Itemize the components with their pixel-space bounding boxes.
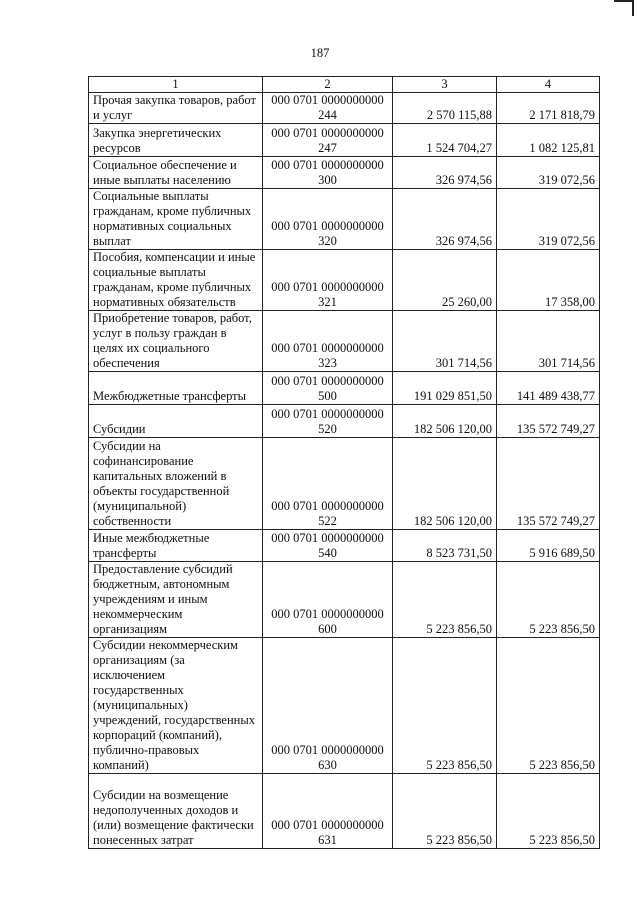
row-value-col4: 319 072,56 [497, 189, 600, 250]
row-value-col4: 5 223 856,50 [497, 774, 600, 849]
row-name: Социальные выплаты гражданам, кроме публичных нормативных социальных выплат [89, 189, 263, 250]
row-value-col4: 135 572 749,27 [497, 405, 600, 438]
row-value-col3: 326 974,56 [393, 189, 497, 250]
row-value-col4: 135 572 749,27 [497, 438, 600, 530]
row-value-col3: 5 223 856,50 [393, 562, 497, 638]
row-code: 000 0701 0000000000 244 [263, 93, 393, 124]
row-value-col4: 5 916 689,50 [497, 530, 600, 562]
page-number: 187 [310, 46, 330, 60]
table-row [89, 638, 600, 774]
row-value-col3: 301 714,56 [393, 311, 497, 372]
row-code: 000 0701 0000000000 300 [263, 157, 393, 189]
row-code: 000 0701 0000000000 500 [263, 372, 393, 405]
table-row [89, 250, 600, 311]
row-value-col4: 301 714,56 [497, 311, 600, 372]
table-row [89, 530, 600, 562]
row-code: 000 0701 0000000000 247 [263, 124, 393, 157]
budget-table [88, 76, 600, 849]
header-row [89, 77, 600, 93]
row-value-col3: 5 223 856,50 [393, 774, 497, 849]
row-code: 000 0701 0000000000 321 [263, 250, 393, 311]
row-value-col4: 5 223 856,50 [497, 638, 600, 774]
column-header: 4 [497, 77, 600, 93]
row-value-col3: 182 506 120,00 [393, 405, 497, 438]
row-name: Межбюджетные трансферты [89, 372, 263, 405]
corner-crop-mark [614, 0, 634, 16]
table-row [89, 405, 600, 438]
row-code: 000 0701 0000000000 522 [263, 438, 393, 530]
table-row [89, 774, 600, 849]
row-code: 000 0701 0000000000 323 [263, 311, 393, 372]
row-name: Субсидии [89, 405, 263, 438]
row-value-col3: 5 223 856,50 [393, 638, 497, 774]
row-code: 000 0701 0000000000 631 [263, 774, 393, 849]
row-code: 000 0701 0000000000 540 [263, 530, 393, 562]
row-value-col3: 25 260,00 [393, 250, 497, 311]
row-name: Прочая закупка товаров, работ и услуг [89, 93, 263, 124]
row-name: Предоставление субсидий бюджетным, автономным учреждениям и иным некоммерческим организациям [89, 562, 263, 638]
row-value-col3: 2 570 115,88 [393, 93, 497, 124]
row-name: Закупка энергетических ресурсов [89, 124, 263, 157]
table-row [89, 372, 600, 405]
table-row [89, 157, 600, 189]
row-value-col4: 319 072,56 [497, 157, 600, 189]
row-name: Приобретение товаров, работ, услуг в пользу граждан в целях их социального обеспечения [89, 311, 263, 372]
row-value-col4: 141 489 438,77 [497, 372, 600, 405]
row-name: Иные межбюджетные трансферты [89, 530, 263, 562]
table-row [89, 189, 600, 250]
row-name: Субсидии некоммерческим организациям (за исключением государственных (муниципальных) учреждений, государственных корпораций (компаний), публично-правовых компаний) [89, 638, 263, 774]
column-header: 2 [263, 77, 393, 93]
row-code: 000 0701 0000000000 520 [263, 405, 393, 438]
row-value-col4: 2 171 818,79 [497, 93, 600, 124]
table-row [89, 124, 600, 157]
table-row [89, 562, 600, 638]
row-value-col3: 191 029 851,50 [393, 372, 497, 405]
row-value-col3: 326 974,56 [393, 157, 497, 189]
column-header: 3 [393, 77, 497, 93]
column-header: 1 [89, 77, 263, 93]
row-name: Субсидии на софинансирование капитальных вложений в объекты государственной (муниципальной) собственности [89, 438, 263, 530]
row-value-col3: 182 506 120,00 [393, 438, 497, 530]
row-name: Пособия, компенсации и иные социальные выплаты гражданам, кроме публичных нормативных обязательств [89, 250, 263, 311]
table-row [89, 93, 600, 124]
row-code: 000 0701 0000000000 630 [263, 638, 393, 774]
row-code: 000 0701 0000000000 320 [263, 189, 393, 250]
row-code: 000 0701 0000000000 600 [263, 562, 393, 638]
row-name: Социальное обеспечение и иные выплаты населению [89, 157, 263, 189]
row-value-col3: 1 524 704,27 [393, 124, 497, 157]
row-value-col4: 5 223 856,50 [497, 562, 600, 638]
table-row [89, 311, 600, 372]
row-value-col4: 17 358,00 [497, 250, 600, 311]
row-name: Субсидии на возмещение недополученных доходов и (или) возмещение фактически понесенных затрат [89, 774, 263, 849]
table-row [89, 438, 600, 530]
row-value-col3: 8 523 731,50 [393, 530, 497, 562]
row-value-col4: 1 082 125,81 [497, 124, 600, 157]
